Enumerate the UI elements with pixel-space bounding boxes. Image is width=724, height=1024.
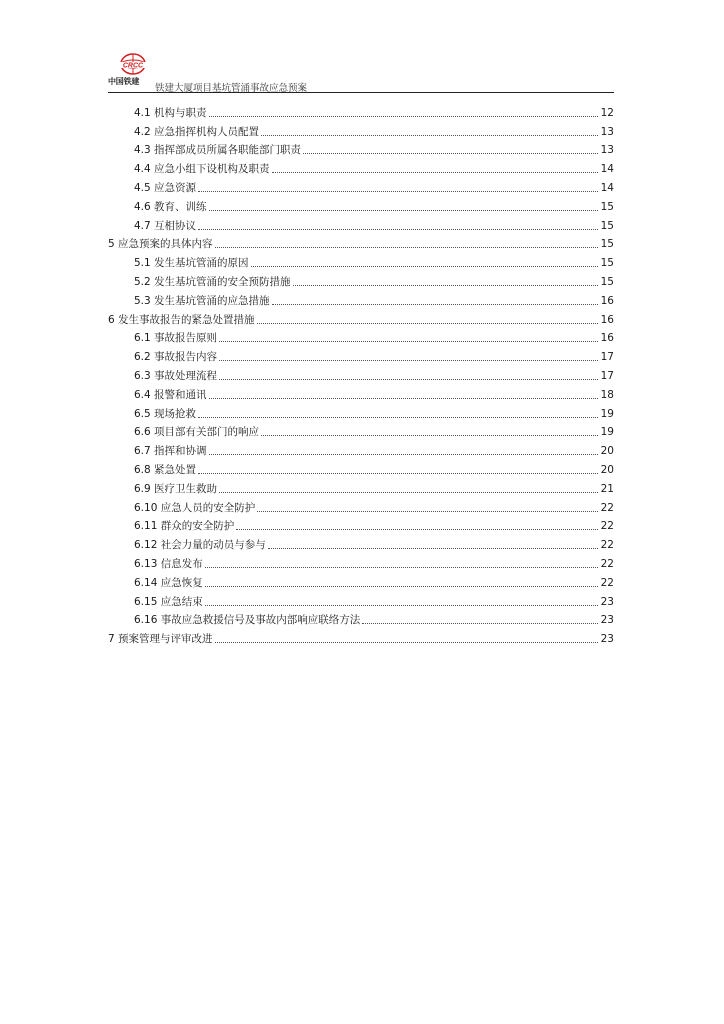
toc-entry-page: 14 [600, 163, 614, 176]
toc-entry-page: 16 [600, 294, 614, 307]
toc-entry-label: 6.3 事故处理流程 [134, 369, 218, 382]
toc-entry-label: 5.2 发生基坑管涌的安全预防措施 [134, 275, 291, 288]
toc-entry-page: 17 [600, 351, 614, 364]
toc-entry-page: 15 [600, 275, 614, 288]
toc-entry-label: 5 应急预案的具体内容 [108, 238, 213, 251]
toc-leader-dots [251, 266, 598, 267]
toc-leader-dots [215, 247, 598, 248]
toc-entry-page: 20 [600, 445, 614, 458]
toc-entry[interactable] [108, 515, 614, 534]
toc-entry-label: 6.11 群众的安全防护 [134, 520, 235, 533]
toc-entry-label: 6 发生事故报告的紧急处置措施 [108, 313, 255, 326]
toc-entry-page: 22 [600, 539, 614, 552]
toc-entry[interactable] [108, 458, 614, 477]
toc-leader-dots [362, 623, 598, 624]
toc-entry-label: 6.6 项目部有关部门的响应 [134, 426, 260, 439]
toc-entry[interactable] [108, 195, 614, 214]
toc-leader-dots [198, 417, 598, 418]
toc-entry-label: 6.5 现场抢救 [134, 407, 197, 420]
toc-leader-dots [198, 229, 598, 230]
toc-entry[interactable] [108, 327, 614, 346]
toc-entry-page: 21 [600, 482, 614, 495]
toc-entry[interactable] [108, 233, 614, 252]
toc-leader-dots [219, 341, 598, 342]
toc-entry-label: 6.14 应急恢复 [134, 576, 203, 589]
table-of-contents [108, 101, 614, 646]
toc-entry-page: 14 [600, 181, 614, 194]
toc-entry-page: 19 [600, 426, 614, 439]
toc-entry[interactable] [108, 157, 614, 176]
toc-leader-dots [215, 642, 598, 643]
toc-entry-label: 6.10 应急人员的安全防护 [134, 501, 256, 514]
toc-leader-dots [198, 191, 598, 192]
toc-entry-label: 5.3 发生基坑管涌的应急措施 [134, 294, 270, 307]
toc-leader-dots [303, 153, 598, 154]
toc-leader-dots [268, 548, 598, 549]
toc-entry-page: 13 [600, 144, 614, 157]
toc-entry-label: 4.1 机构与职责 [134, 106, 207, 119]
toc-entry[interactable] [108, 477, 614, 496]
toc-entry-page: 22 [600, 557, 614, 570]
toc-entry-label: 6.1 事故报告原则 [134, 332, 218, 345]
toc-leader-dots [219, 379, 598, 380]
toc-entry-page: 15 [600, 219, 614, 232]
toc-entry[interactable] [108, 214, 614, 233]
toc-entry-page: 16 [600, 313, 614, 326]
toc-entry[interactable] [108, 609, 614, 628]
toc-entry[interactable] [108, 571, 614, 590]
logo-text: 中国铁建 [108, 77, 140, 86]
toc-entry[interactable] [108, 251, 614, 270]
toc-entry[interactable] [108, 270, 614, 289]
toc-entry[interactable] [108, 364, 614, 383]
toc-leader-dots [272, 304, 598, 305]
toc-entry[interactable] [108, 101, 614, 120]
toc-entry[interactable] [108, 289, 614, 308]
toc-entry-page: 15 [600, 257, 614, 270]
toc-entry[interactable] [108, 383, 614, 402]
toc-leader-dots [209, 210, 598, 211]
toc-entry[interactable] [108, 590, 614, 609]
toc-entry[interactable] [108, 439, 614, 458]
toc-leader-dots [205, 586, 598, 587]
toc-entry-page: 15 [600, 200, 614, 213]
toc-entry[interactable] [108, 139, 614, 158]
toc-leader-dots [219, 492, 598, 493]
toc-entry-label: 4.6 教育、训练 [134, 200, 207, 213]
toc-leader-dots [198, 473, 598, 474]
toc-leader-dots [293, 285, 598, 286]
toc-entry-label: 6.16 事故应急救援信号及事故内部响应联络方法 [134, 614, 361, 627]
toc-entry[interactable] [108, 533, 614, 552]
toc-leader-dots [209, 454, 598, 455]
toc-entry-label: 4.5 应急资源 [134, 181, 197, 194]
toc-leader-dots [205, 605, 598, 606]
toc-entry-label: 6.9 医疗卫生救助 [134, 482, 218, 495]
toc-entry-label: 6.13 信息发布 [134, 557, 203, 570]
toc-leader-dots [272, 172, 598, 173]
toc-entry[interactable] [108, 552, 614, 571]
toc-entry-page: 17 [600, 369, 614, 382]
toc-entry[interactable] [108, 120, 614, 139]
toc-entry-page: 23 [600, 633, 614, 646]
toc-leader-dots [236, 529, 598, 530]
toc-entry-label: 7 预案管理与评审改进 [108, 633, 213, 646]
toc-leader-dots [261, 135, 598, 136]
toc-entry-page: 16 [600, 332, 614, 345]
toc-leader-dots [205, 567, 598, 568]
toc-entry-page: 22 [600, 501, 614, 514]
toc-leader-dots [209, 116, 598, 117]
header-rule [108, 92, 614, 93]
toc-entry-label: 4.2 应急指挥机构人员配置 [134, 125, 260, 138]
toc-leader-dots [261, 435, 598, 436]
toc-entry[interactable] [108, 421, 614, 440]
toc-entry[interactable] [108, 496, 614, 515]
toc-leader-dots [219, 360, 598, 361]
toc-leader-dots [257, 511, 598, 512]
toc-entry-label: 4.4 应急小组下设机构及职责 [134, 163, 270, 176]
document-title: 铁建大厦项目基坑管涌事故应急预案 [155, 83, 308, 94]
svg-text:CRCC: CRCC [122, 62, 144, 70]
toc-entry-page: 23 [600, 614, 614, 627]
toc-entry-page: 18 [600, 388, 614, 401]
toc-entry[interactable] [108, 345, 614, 364]
toc-entry-label: 6.4 报警和通讯 [134, 388, 207, 401]
toc-entry-page: 19 [600, 407, 614, 420]
toc-leader-dots [209, 398, 598, 399]
toc-entry-label: 6.15 应急结束 [134, 595, 203, 608]
toc-entry-label: 5.1 发生基坑管涌的原因 [134, 257, 249, 270]
page-header [108, 52, 614, 94]
toc-entry-label: 4.3 指挥部成员所属各职能部门职责 [134, 144, 302, 157]
toc-entry-label: 6.8 紧急处置 [134, 463, 197, 476]
toc-entry-label: 6.2 事故报告内容 [134, 351, 218, 364]
toc-entry-page: 13 [600, 125, 614, 138]
toc-entry-page: 20 [600, 463, 614, 476]
toc-leader-dots [257, 323, 598, 324]
toc-entry[interactable] [108, 627, 614, 646]
toc-entry-page: 22 [600, 520, 614, 533]
toc-entry[interactable] [108, 308, 614, 327]
toc-entry-page: 22 [600, 576, 614, 589]
toc-entry-page: 12 [600, 106, 614, 119]
toc-entry[interactable] [108, 402, 614, 421]
toc-entry[interactable] [108, 176, 614, 195]
toc-entry-label: 6.12 社会力量的动员与参与 [134, 539, 266, 552]
toc-entry-label: 6.7 指挥和协调 [134, 445, 207, 458]
toc-entry-page: 15 [600, 238, 614, 251]
toc-entry-label: 4.7 互相协议 [134, 219, 197, 232]
toc-entry-page: 23 [600, 595, 614, 608]
